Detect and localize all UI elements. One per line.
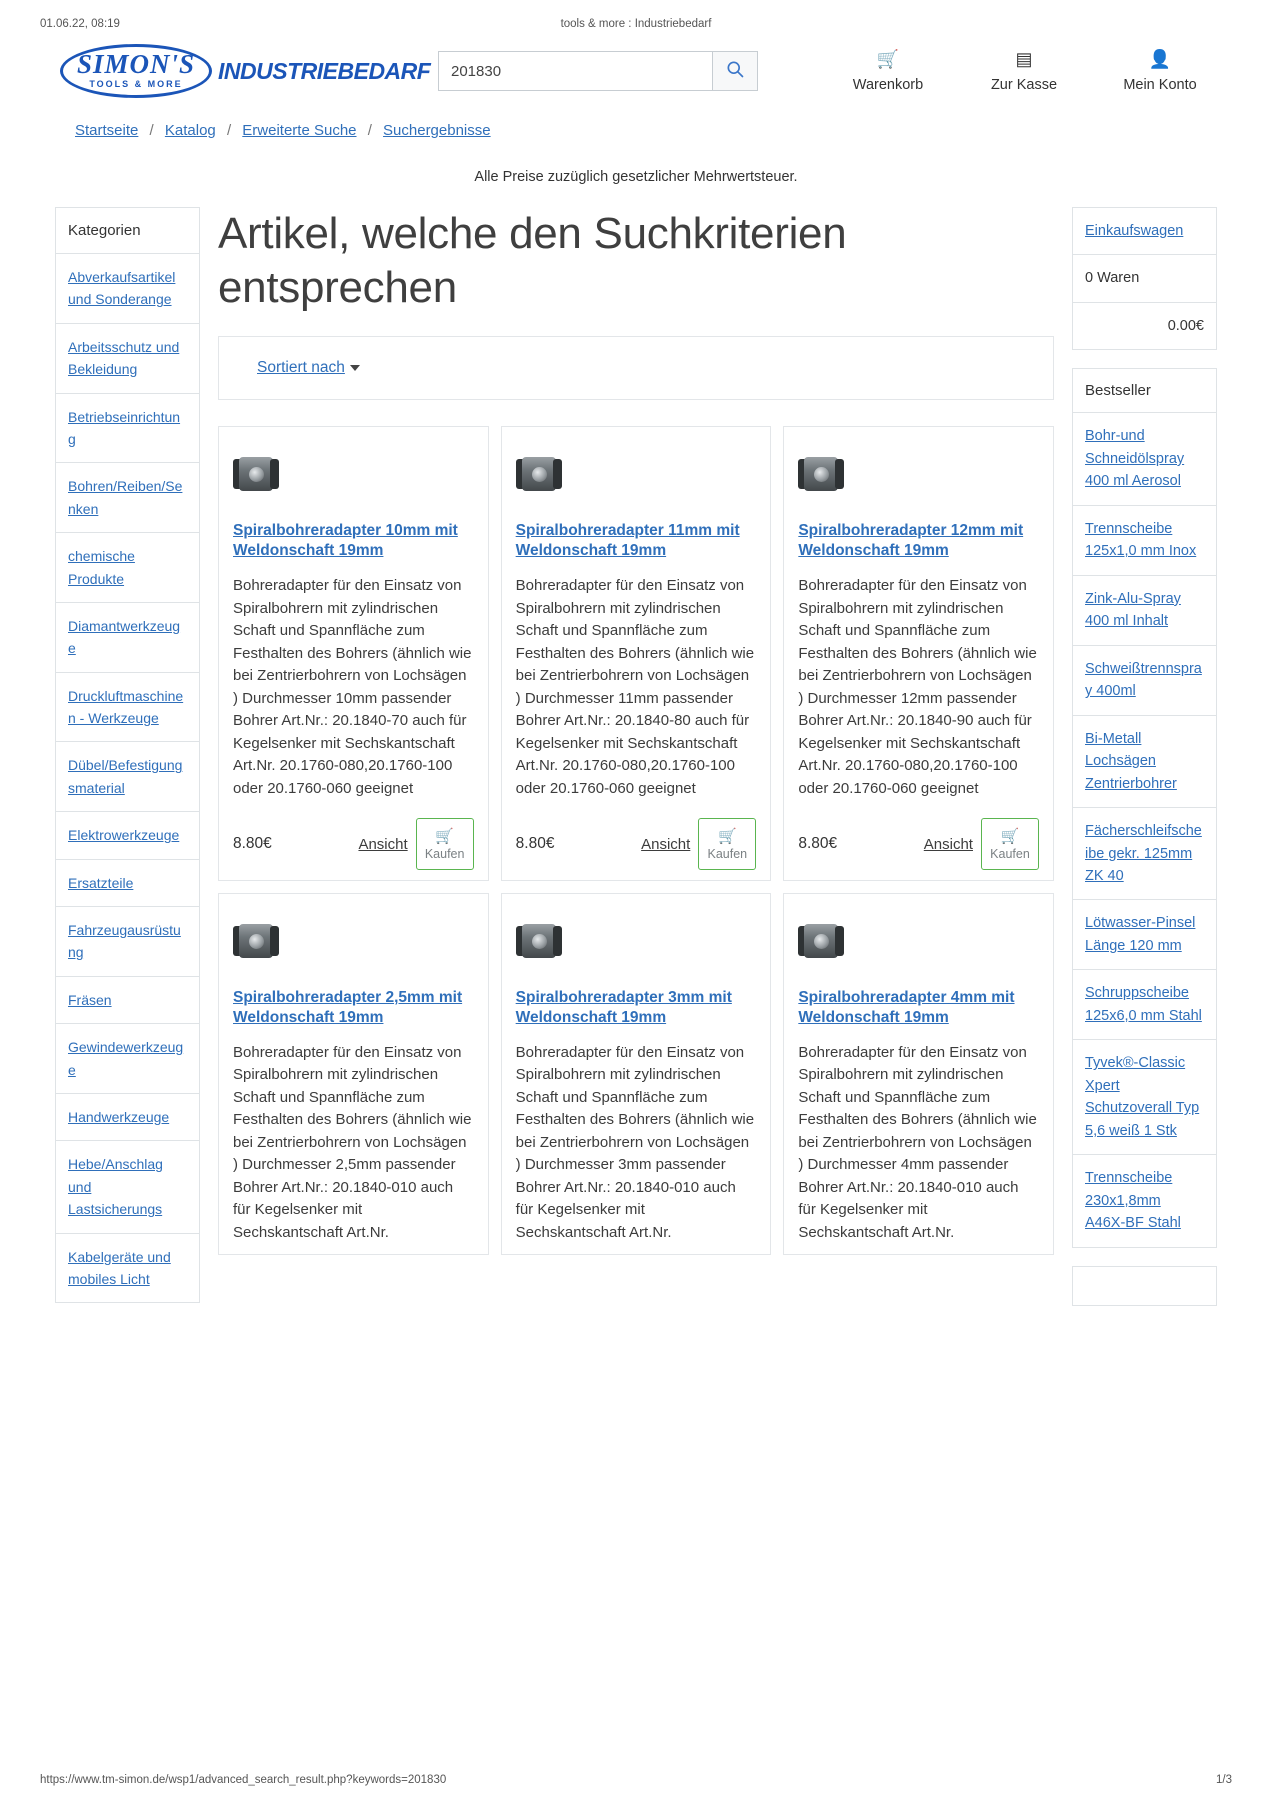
sidebar-item-bohren[interactable]: [56, 463, 199, 533]
breadcrumb-separator: /: [367, 122, 372, 139]
bestseller-item[interactable]: [1073, 576, 1216, 646]
cart-link-row[interactable]: [1073, 208, 1216, 255]
sidebar-item-label[interactable]: Fahrzeugausrüstung: [68, 922, 181, 961]
product-image: [516, 910, 757, 972]
print-footer: [0, 1774, 1272, 1800]
sort-dropdown[interactable]: Sortiert nach: [257, 359, 345, 377]
product-description: Bohreradapter für den Einsatz von Spiralbohrern mit zylindrischen Schaft und Spannfläche zum Festhalten des Bohrers (ähnlich wie bei Zentrierbohrern von Lochsägen ) Durchmesser 3mm passender Bohrer Art.Nr.: 20.1840-010 auch für Kegelsenker mit Sechskantschaft Art.Nr.: [515, 1043, 755, 1241]
sidebar-item-ersatzteile[interactable]: [56, 860, 199, 907]
logo-oval: [60, 44, 212, 98]
product-view-link[interactable]: Ansicht: [641, 835, 691, 853]
sidebar-item-fraesen[interactable]: [56, 977, 199, 1024]
sidebar-item-label[interactable]: Bohren/Reiben/Senken: [68, 478, 183, 517]
cart-icon: 🛒: [1000, 828, 1020, 845]
main-column: [218, 207, 1054, 1267]
sidebar-item-label[interactable]: Handwerkzeuge: [68, 1108, 170, 1125]
bestseller-item-link[interactable]: Trennscheibe 230x1,8mm A46X-BF Stahl: [1085, 1170, 1181, 1232]
account-icon: 👤: [1148, 48, 1172, 69]
buy-button-label: Kaufen: [990, 847, 1030, 861]
cart-link[interactable]: Einkaufswagen: [1085, 223, 1184, 239]
print-url: https://www.tm-simon.de/wsp1/advanced_search_result.php?keywords=201830: [40, 1774, 447, 1786]
product-image: [516, 443, 757, 505]
print-doc-title: tools & more : Industriebedarf: [560, 18, 712, 30]
sidebar-item-druckluftmaschinen[interactable]: [56, 673, 199, 743]
bestseller-item[interactable]: [1073, 808, 1216, 900]
product-title: [233, 521, 474, 561]
sidebar-item-label[interactable]: Ersatzteile: [68, 874, 134, 891]
sidebar-item-label[interactable]: Kabelgeräte und mobiles Licht: [68, 1248, 171, 1287]
logo-main-text: SIMON'S: [77, 49, 196, 79]
bestseller-item[interactable]: [1073, 716, 1216, 808]
sidebar-item-gewindewerkzeuge[interactable]: [56, 1024, 199, 1094]
logo-wordmark: INDUSTRIEBEDARF: [218, 57, 431, 84]
sidebar-item-label[interactable]: Elektrowerkzeuge: [68, 827, 180, 844]
sidebar-item-hebe-anschlag[interactable]: [56, 1141, 199, 1233]
bestseller-item[interactable]: [1073, 506, 1216, 576]
header-action-cart-label: Warenkorb: [852, 77, 924, 94]
sidebar-item-betriebseinrichtung[interactable]: [56, 394, 199, 464]
breadcrumb: [0, 108, 1272, 139]
cart-items-row: 0 Waren: [1073, 255, 1216, 302]
product-title: [516, 521, 757, 561]
sidebar-item-handwerkzeuge[interactable]: [56, 1094, 199, 1141]
bestseller-item[interactable]: [1073, 413, 1216, 505]
header-action-account-label: Mein Konto: [1123, 77, 1197, 94]
cart-icon: 🛒: [717, 828, 737, 845]
bestseller-item-link[interactable]: Bi-Metall Lochsägen Zentrierbohrer: [1085, 730, 1177, 792]
sidebar-item-label[interactable]: Arbeitsschutz und Bekleidung: [68, 338, 180, 378]
breadcrumb-item-suchergebnisse[interactable]: Suchergebnisse: [383, 122, 491, 139]
header-action-checkout-label: Zur Kasse: [990, 77, 1058, 94]
buy-button[interactable]: [698, 818, 756, 870]
product-image: [798, 910, 1039, 972]
product-description: Bohreradapter für den Einsatz von Spiralbohrern mit zylindrischen Schaft und Spannfläche zum Festhalten des Bohrers (ähnlich wie bei Zentrierbohrern von Lochsägen ) Durchmesser 11mm passender Bohrer Art.Nr.: 20.1840-80 auch für Kegelsenker mit Sechskantschaft Art.Nr. 20.1760-080,20.1760-100 oder 20.1760-060 geeignet: [515, 577, 755, 797]
content-area: [0, 185, 1272, 1324]
product-card[interactable]: [501, 893, 772, 1255]
product-card[interactable]: [218, 426, 489, 881]
product-title-link[interactable]: Spiralbohreradapter 10mm mit Weldonschaft 19mm: [233, 522, 458, 560]
sidebar-item-label[interactable]: chemische Produkte: [68, 548, 135, 587]
buy-button[interactable]: [416, 818, 474, 870]
sidebar-item-chemische-produkte[interactable]: [56, 533, 199, 603]
bestseller-item-link[interactable]: Lötwasser-Pinsel Länge 120 mm: [1085, 915, 1196, 954]
bestseller-item-link[interactable]: Tyvek®-Classic Xpert Schutzoverall Typ 5,6 weiß 1 Stk: [1085, 1055, 1200, 1139]
product-card[interactable]: [783, 893, 1054, 1255]
breadcrumb-item-startseite[interactable]: Startseite: [75, 122, 139, 139]
bestseller-item[interactable]: [1073, 900, 1216, 970]
bestseller-item-link[interactable]: Schruppscheibe 125x6,0 mm Stahl: [1085, 985, 1202, 1024]
product-title: [516, 988, 757, 1028]
tax-note: Alle Preise zuzüglich gesetzlicher Mehrwertsteuer.: [474, 169, 798, 185]
sidebar-item-label[interactable]: Druckluftmaschinen - Werkzeuge: [68, 687, 184, 727]
product-grid: [218, 426, 1054, 1267]
product-description: Bohreradapter für den Einsatz von Spiralbohrern mit zylindrischen Schaft und Spannfläche zum Festhalten des Bohrers (ähnlich wie bei Zentrierbohrern von Lochsägen ) Durchmesser 10mm passender Bohrer Art.Nr.: 20.1840-70 auch für Kegelsenker mit Sechskantschaft Art.Nr. 20.1760-080,20.1760-100 oder 20.1760-060 geeignet: [233, 577, 472, 797]
breadcrumb-item-erweiterte-suche[interactable]: Erweiterte Suche: [242, 122, 357, 139]
search-icon: [725, 59, 745, 84]
search-bar: [438, 51, 758, 91]
print-date: 01.06.22, 08:19: [40, 18, 120, 30]
sidebar-item-label[interactable]: Betriebseinrichtung: [68, 408, 181, 447]
cart-icon: 🛒: [876, 48, 900, 69]
sidebar-item-label[interactable]: Abverkaufsartikel und Sonderange: [68, 269, 176, 308]
bestseller-item[interactable]: [1073, 646, 1216, 716]
product-title-link[interactable]: Spiralbohreradapter 12mm mit Weldonschaft 19mm: [798, 522, 1024, 560]
header-actions: [842, 48, 1236, 95]
sidebar-item-label[interactable]: Gewindewerkzeuge: [68, 1039, 184, 1078]
product-footer: [798, 818, 1039, 870]
cart-panel: [1072, 207, 1217, 350]
sidebar-item-fahrzeugausruestung[interactable]: [56, 907, 199, 977]
bestseller-item-link[interactable]: Bohr-und Schneidölspray 400 ml Aerosol: [1085, 428, 1185, 490]
buy-button-label: Kaufen: [707, 847, 748, 861]
bestseller-item[interactable]: [1073, 970, 1216, 1040]
site-header: [0, 30, 1272, 108]
site-logo[interactable]: [60, 44, 431, 98]
sidebar-item-arbeitsschutz[interactable]: [56, 324, 199, 394]
breadcrumb-separator: /: [149, 122, 154, 139]
search-button[interactable]: [712, 51, 758, 91]
product-title: [233, 988, 474, 1028]
sidebar-item-elektrowerkzeuge[interactable]: [56, 812, 199, 859]
bestseller-item-link[interactable]: Trennscheibe 125x1,0 mm Inox: [1085, 520, 1197, 560]
product-footer: [516, 818, 757, 870]
product-title-link[interactable]: Spiralbohreradapter 11mm mit Weldonschaft 19mm: [515, 522, 740, 560]
product-image: [233, 443, 474, 505]
sidebar: [55, 207, 200, 1303]
print-header: [0, 0, 1272, 30]
checkout-icon: ▤: [1015, 48, 1033, 69]
search-input[interactable]: [438, 51, 712, 91]
logo-sub-text: TOOLS & MORE: [89, 79, 183, 89]
product-price: 8.80€: [233, 835, 272, 852]
product-footer: [233, 818, 474, 870]
breadcrumb-separator: /: [226, 122, 232, 139]
bestseller-item-link[interactable]: Schweißtrennspray 400ml: [1085, 660, 1202, 700]
chevron-down-icon[interactable]: [350, 365, 360, 371]
page-title: Artikel, welche den Suchkriterien entsprechen: [218, 209, 847, 312]
cart-icon: 🛒: [435, 828, 454, 845]
header-action-account[interactable]: [1114, 48, 1206, 95]
sidebar-item-label[interactable]: Dübel/Befestigungsmaterial: [68, 757, 183, 796]
categories-box: [55, 207, 200, 1303]
product-title-link[interactable]: Spiralbohreradapter 2,5mm mit Weldonschaft 19mm: [233, 989, 463, 1026]
product-image: [233, 910, 474, 972]
product-description: Bohreradapter für den Einsatz von Spiralbohrern mit zylindrischen Schaft und Spannfläche zum Festhalten des Bohrers (ähnlich wie bei Zentrierbohrern von Lochsägen ) Durchmesser 4mm passender Bohrer Art.Nr.: 20.1840-010 auch für Kegelsenker mit Sechskantschaft Art.Nr.: [798, 1043, 1037, 1241]
product-view-link[interactable]: Ansicht: [923, 835, 973, 853]
header-action-cart[interactable]: [842, 48, 934, 95]
product-title-link[interactable]: Spiralbohreradapter 3mm mit Weldonschaft 19mm: [515, 989, 732, 1026]
product-title: [798, 988, 1039, 1028]
buy-button-label: Kaufen: [424, 847, 465, 861]
bestseller-item-link[interactable]: Zink-Alu-Spray 400 ml Inhalt: [1085, 590, 1181, 630]
product-price: 8.80€: [515, 835, 555, 852]
sidebar-item-label[interactable]: Hebe/Anschlag und Lastsicherungs: [68, 1156, 163, 1218]
cart-total-row: 0.00€: [1167, 317, 1204, 334]
product-title: [798, 521, 1039, 561]
sidebar-item-kabelgeraete[interactable]: [56, 1234, 199, 1304]
sidebar-item-label[interactable]: Fräsen: [68, 991, 112, 1008]
bestseller-panel: [1072, 368, 1217, 1247]
product-description: Bohreradapter für den Einsatz von Spiralbohrern mit zylindrischen Schaft und Spannfläche zum Festhalten des Bohrers (ähnlich wie bei Zentrierbohrern von Lochsägen ) Durchmesser 2,5mm passender Bohrer Art.Nr.: 20.1840-010 auch für Kegelsenker mit Sechskantschaft Art.Nr.: [233, 1043, 472, 1241]
categories-title: Kategorien: [56, 208, 199, 254]
product-view-link[interactable]: Ansicht: [358, 835, 408, 853]
breadcrumb-item-katalog[interactable]: Katalog: [164, 122, 216, 139]
sidebar-item-diamantwerkzeuge[interactable]: [56, 603, 199, 673]
sidebar-item-label[interactable]: Diamantwerkzeuge: [68, 617, 181, 657]
product-price: 8.80€: [798, 835, 838, 852]
product-description: Bohreradapter für den Einsatz von Spiralbohrern mit zylindrischen Schaft und Spannfläche zum Festhalten des Bohrers (ähnlich wie bei Zentrierbohrern von Lochsägen ) Durchmesser 12mm passender Bohrer Art.Nr.: 20.1840-90 auch für Kegelsenker mit Sechskantschaft Art.Nr. 20.1760-080,20.1760-100 oder 20.1760-060 geeignet: [798, 577, 1037, 797]
product-card[interactable]: [501, 426, 772, 881]
sidebar-item-abverkauf[interactable]: [56, 254, 199, 324]
buy-button[interactable]: [981, 818, 1039, 870]
extra-panel: [1072, 1266, 1217, 1306]
bestseller-item[interactable]: [1073, 1040, 1216, 1155]
product-image: [798, 443, 1039, 505]
header-action-checkout[interactable]: [978, 48, 1070, 95]
product-card[interactable]: [218, 893, 489, 1255]
print-pagenum: 1/3: [1216, 1774, 1232, 1786]
page-fade: [0, 1738, 1272, 1764]
bestseller-item[interactable]: [1073, 1155, 1216, 1246]
bestseller-item-link[interactable]: Fächerschleifscheibe gekr. 125mm ZK 40: [1085, 823, 1202, 884]
sidebar-item-duebel[interactable]: [56, 742, 199, 812]
sort-bar: [218, 336, 1054, 400]
product-title-link[interactable]: Spiralbohreradapter 4mm mit Weldonschaft 19mm: [798, 989, 1015, 1026]
product-card[interactable]: [783, 426, 1054, 881]
right-column: [1072, 207, 1217, 1324]
bestseller-title: Bestseller: [1073, 369, 1216, 413]
